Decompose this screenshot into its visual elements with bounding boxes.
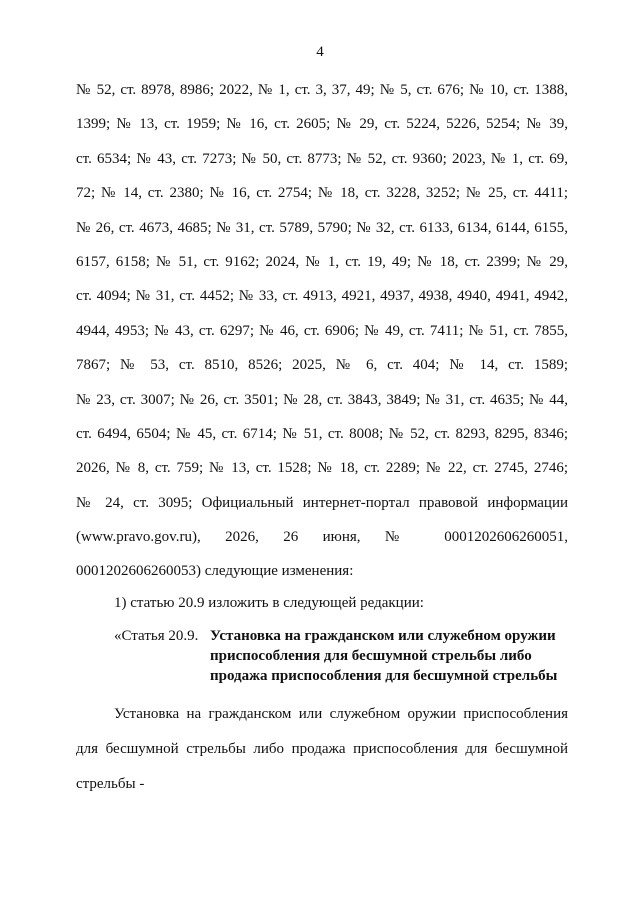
text-line: 0001202606260053) следующие изменения: xyxy=(76,563,354,580)
article-label: «Статья 20.9. xyxy=(114,628,199,644)
text-line: № 24, ст. 3095; Официальный интернет-портал правовой информации xyxy=(76,494,568,511)
text-line: ст. 4094; № 31, ст. 4452; № 33, ст. 4913, 4921, 4937, 4938, 4940, 4941, 4942, xyxy=(76,288,568,305)
article-body-line: стрельбы - xyxy=(76,776,145,792)
article-body xyxy=(76,697,568,802)
page-number: 4 xyxy=(316,44,324,60)
article-title-line: Установка на гражданском или служебном оружии xyxy=(210,628,556,644)
main-text-block xyxy=(76,73,568,589)
text-line: 4944, 4953; № 43, ст. 6297; № 46, ст. 6906; № 49, ст. 7411; № 51, ст. 7855, xyxy=(76,322,568,339)
amendment-item: 1) статью 20.9 изложить в следующей редакции: xyxy=(114,595,424,611)
article-title-line: приспособления для бесшумной стрельбы либо xyxy=(210,648,532,664)
article-body-line: Установка на гражданском или служебном оружии приспособления xyxy=(114,706,568,722)
text-line: 1399; № 13, ст. 1959; № 16, ст. 2605; № 29, ст. 5224, 5226, 5254; № 39, xyxy=(76,116,568,133)
text-line: 7867; № 53, ст. 8510, 8526; 2025, № 6, ст. 404; № 14, ст. 1589; xyxy=(76,357,568,374)
text-line: (www.pravo.gov.ru), 2026, 26 июня, № 0001202606260051, xyxy=(76,529,568,546)
text-line: 6157, 6158; № 51, ст. 9162; 2024, № 1, ст. 19, 49; № 18, ст. 2399; № 29, xyxy=(76,253,568,270)
text-line: ст. 6534; № 43, ст. 7273; № 50, ст. 8773; № 52, ст. 9360; 2023, № 1, ст. 69, xyxy=(76,150,568,167)
text-line: № 52, ст. 8978, 8986; 2022, № 1, ст. 3, 37, 49; № 5, ст. 676; № 10, ст. 1388, xyxy=(76,82,568,98)
article-title-line: продажа приспособления для бесшумной стрельбы xyxy=(210,668,558,684)
text-line: 2026, № 8, ст. 759; № 13, ст. 1528; № 18, ст. 2289; № 22, ст. 2745, 2746; xyxy=(76,460,568,477)
article-title xyxy=(210,626,570,686)
text-line: № 23, ст. 3007; № 26, ст. 3501; № 28, ст. 3843, 3849; № 31, ст. 4635; № 44, xyxy=(76,391,568,408)
text-line: № 26, ст. 4673, 4685; № 31, ст. 5789, 5790; № 32, ст. 6133, 6134, 6144, 6155, xyxy=(76,219,568,236)
article-body-line: для бесшумной стрельбы либо продажа приспособления для бесшумной xyxy=(76,741,568,757)
text-line: 72; № 14, ст. 2380; № 16, ст. 2754; № 18, ст. 3228, 3252; № 25, ст. 4411; xyxy=(76,185,568,202)
text-line: ст. 6494, 6504; № 45, ст. 6714; № 51, ст. 8008; № 52, ст. 8293, 8295, 8346; xyxy=(76,425,568,442)
